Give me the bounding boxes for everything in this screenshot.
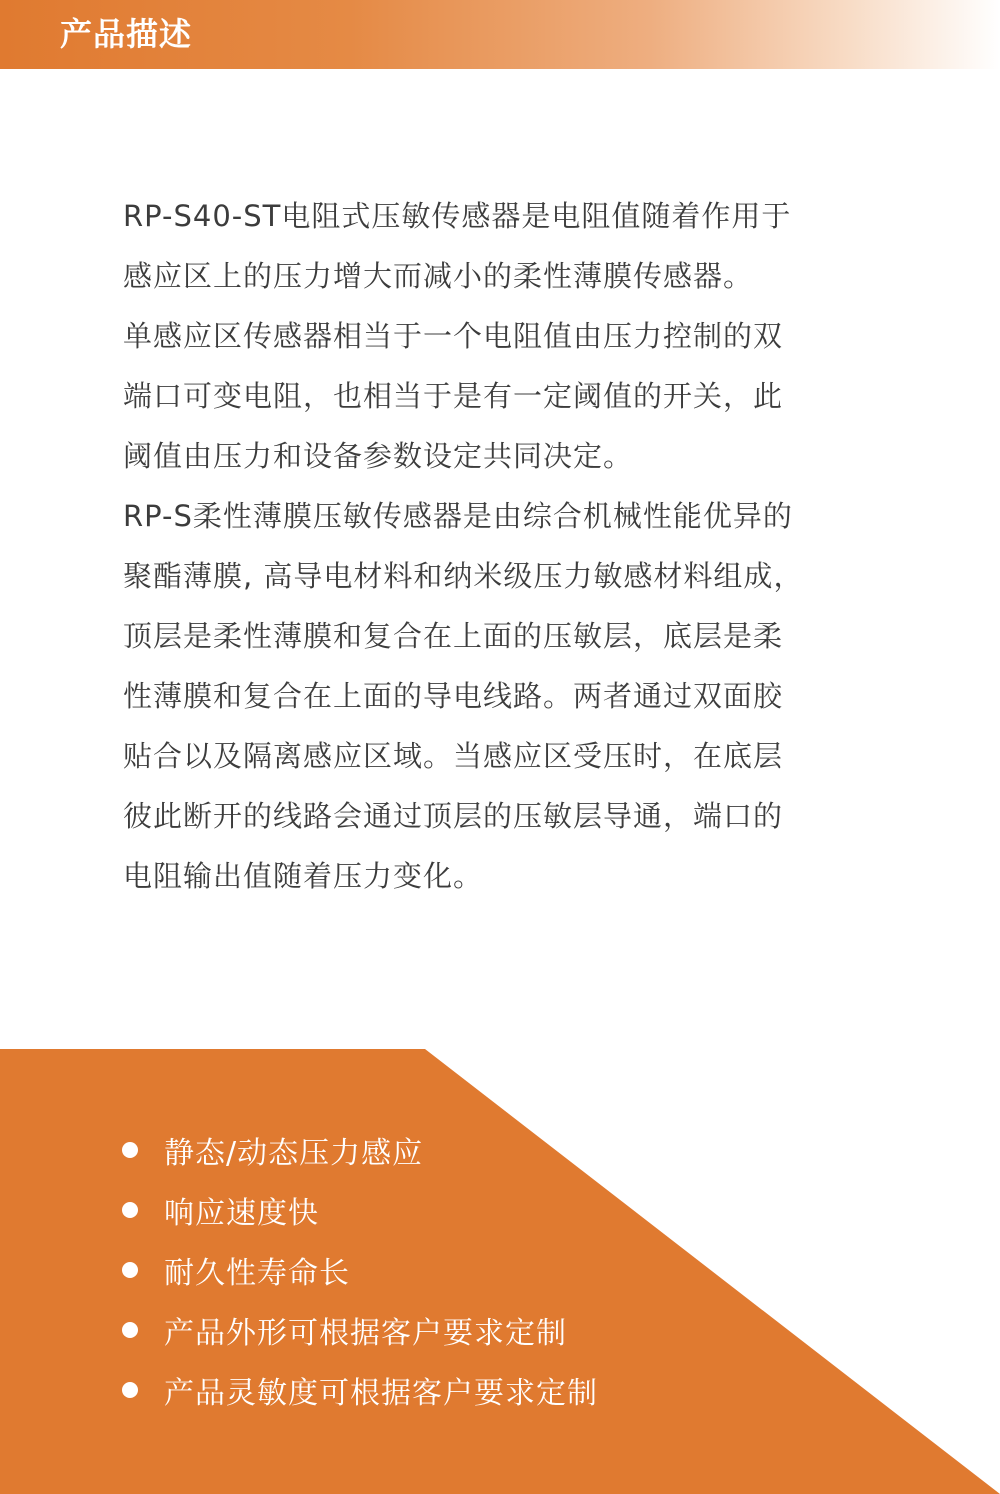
description-line: 感应区上的压力增大而减小的柔性薄膜传感器。: [123, 259, 754, 293]
bullet-icon: [122, 1382, 138, 1398]
feature-label: 产品灵敏度可根据客户要求定制: [164, 1376, 598, 1411]
description-line: 彼此断开的线路会通过顶层的压敏层导通，端口的: [123, 799, 784, 833]
description-line: 端口可变电阻，也相当于是有一定阈值的开关，此: [123, 379, 784, 413]
description-line: 电阻输出值随着压力变化。: [123, 859, 484, 893]
bullet-icon: [122, 1262, 138, 1278]
description-line: 聚酯薄膜, 高导电材料和纳米级压力敏感材料组成，: [123, 559, 804, 593]
feature-item: [120, 1300, 598, 1360]
feature-item: [120, 1120, 598, 1180]
feature-item: [120, 1240, 598, 1300]
feature-item: [120, 1360, 598, 1420]
section-title: 产品描述: [60, 15, 193, 53]
description-line: 单感应区传感器相当于一个电阻值由压力控制的双: [123, 319, 784, 353]
description-line: 性薄膜和复合在上面的导电线路。两者通过双面胶: [123, 679, 784, 713]
description-line: RP-S40-ST电阻式压敏传感器是电阻值随着作用于: [123, 199, 792, 233]
bullet-icon: [122, 1322, 138, 1338]
product-description: [123, 186, 893, 906]
description-line: RP-S柔性薄膜压敏传感器是由综合机械性能优异的: [123, 499, 793, 533]
feature-label: 响应速度快: [164, 1196, 319, 1231]
description-line: 顶层是柔性薄膜和复合在上面的压敏层，底层是柔: [123, 619, 784, 653]
description-line: 阈值由压力和设备参数设定共同决定。: [123, 439, 634, 473]
feature-label: 静态/动态压力感应: [164, 1136, 424, 1171]
header-bar: [0, 0, 1000, 69]
bullet-icon: [122, 1142, 138, 1158]
feature-list: [120, 1120, 598, 1420]
feature-item: [120, 1180, 598, 1240]
bullet-icon: [122, 1202, 138, 1218]
feature-label: 耐久性寿命长: [164, 1256, 350, 1291]
description-line: 贴合以及隔离感应区域。当感应区受压时，在底层: [123, 739, 784, 773]
feature-label: 产品外形可根据客户要求定制: [164, 1316, 567, 1351]
